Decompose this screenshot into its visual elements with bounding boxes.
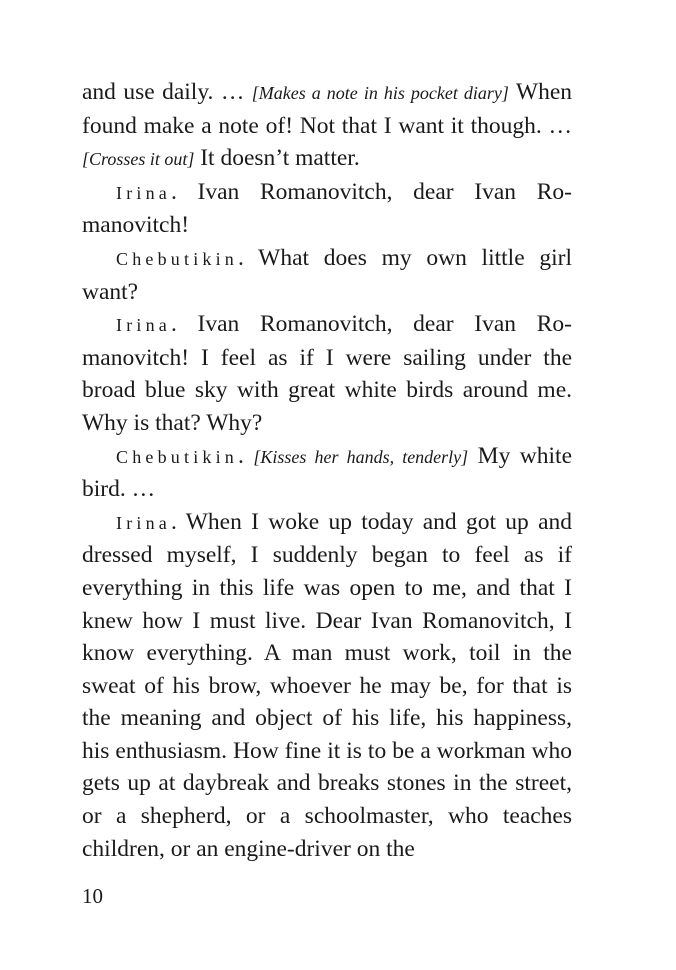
speaker-name: Irina [116, 512, 171, 533]
page-text [82, 76, 572, 865]
paragraph-text: When found make a note of! Not that I want it though. … [82, 79, 573, 139]
dialogue-paragraph [82, 308, 572, 439]
speaker-name: Chebutikin [116, 248, 238, 269]
dialogue-paragraph [82, 506, 572, 866]
paragraph-text: It doesn’t matter. [194, 145, 360, 172]
dialogue-paragraph [82, 242, 572, 308]
paragraph-continuation [82, 76, 572, 176]
speaker-name: Irina [116, 182, 171, 203]
stage-direction: [Makes a note in his pocket diary] [251, 83, 509, 103]
dialogue-text: Ivan Romanovitch, dear Ivan Romanovitch! [82, 178, 572, 239]
page-number: 10 [82, 884, 103, 908]
dialogue-text: When I woke up today and got up and dressed myself, I suddenly began to feel as if everything in this life was open to me, and that I knew how I must live. Dear Ivan Romanovitch, I know everything. A man must work, toil in the sweat of his brow, whoever he may be, for that is the meaning and object of his life, his happiness, his enthusiasm. How fine it is to be a workman who gets up at daybreak and breaks stones in the street, or a shepherd, or a schoolmaster, who teaches children, or an engine-driver on the [82, 508, 572, 862]
stage-direction: [Crosses it out] [82, 149, 195, 170]
speaker-dot: . [170, 178, 177, 205]
speaker-dot: . [170, 311, 177, 338]
dialogue-text: Ivan Romanovitch, dear Ivan Romanovitch! I feel as if I were sailing under the broad blue sky with great white birds around me. Why is that? Why? [82, 311, 572, 436]
speaker-dot: . [170, 508, 177, 535]
speaker-dot: . [238, 442, 244, 469]
dialogue-text: My white bird. … [82, 442, 573, 503]
dialogue-paragraph [82, 440, 572, 506]
paragraph-text: and use daily. … [82, 79, 252, 105]
stage-direction: [Kisses her hands, tenderly] [253, 446, 469, 467]
speaker-name: Chebutikin [116, 446, 238, 467]
speaker-name: Irina [116, 315, 171, 336]
speaker-dot: . [238, 244, 244, 271]
dialogue-text: What does my own little girl want? [82, 244, 572, 305]
dialogue-paragraph [82, 176, 572, 242]
